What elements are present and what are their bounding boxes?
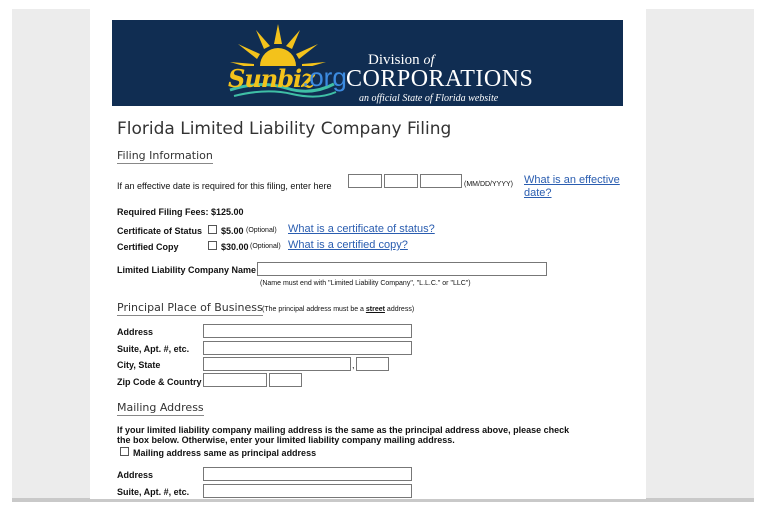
principal-note-prefix: (The principal address must be a [262,306,364,313]
left-gutter [12,9,90,499]
certified-copy-label: Certified Copy [117,242,179,252]
effective-date-month-input[interactable] [348,174,382,188]
mailing-heading: Mailing Address [117,401,204,414]
principal-address-label: Address [117,327,154,337]
mailing-suite-input[interactable] [203,484,412,498]
principal-suite-label: Suite, Apt. #, etc. [117,344,190,354]
principal-state-input[interactable] [356,357,389,371]
header-banner [112,20,623,106]
principal-country-input[interactable] [269,373,302,387]
principal-zip-country-label: Zip Code & Country [117,377,202,387]
principal-note-street: street [365,306,385,313]
mailing-same-label: Mailing address same as principal address [133,448,317,458]
mailing-suite-label: Suite, Apt. #, etc. [117,487,190,497]
effective-date-help-link-line1[interactable]: What is an effective [524,174,620,186]
principal-note-suffix: address) [386,306,415,313]
certificate-of-status-optional: (Optional) [246,227,277,234]
effective-date-year-input[interactable] [420,174,462,188]
principal-address-input[interactable] [203,324,412,338]
right-gutter [646,9,754,499]
mailing-same-checkbox[interactable] [120,447,129,456]
certified-copy-optional: (Optional) [250,243,281,250]
certified-copy-help-link[interactable]: What is a certified copy? [288,239,408,251]
llc-name-hint: (Name must end with "Limited Liability Company", "L.L.C." or "LLC") [260,280,471,287]
llc-name-input[interactable] [257,262,547,276]
certificate-of-status-price: $5.00 [221,226,244,236]
date-format-hint: (MM/DD/YYYY) [464,181,513,188]
principal-suite-input[interactable] [203,341,412,355]
logo-org-text: .org [302,62,347,92]
division-word: Division [368,52,420,68]
principal-zip-input[interactable] [203,373,267,387]
certificate-of-status-help-link[interactable]: What is a certificate of status? [288,223,435,235]
principal-heading: Principal Place of Business [117,301,263,314]
mailing-address-input[interactable] [203,467,412,481]
mailing-instructions: If your limited liability company mailing address is the same as the principal address above, please check the box below. Otherwise, enter your limited liability company mailing address. [117,425,570,445]
principal-city-state-label: City, State [117,360,161,370]
principal-city-input[interactable] [203,357,351,371]
corporations-label: CORPORATIONS [346,66,534,92]
effective-date-day-input[interactable] [384,174,418,188]
effective-date-help-link-line2[interactable]: date? [524,187,552,199]
llc-name-label: Limited Liability Company Name [117,265,257,275]
city-state-separator: , [352,360,355,370]
filing-fees-label: Required Filing Fees: $125.00 [117,207,244,217]
division-of-word: of [423,53,435,68]
certified-copy-checkbox[interactable] [208,241,217,250]
filing-page [90,9,646,499]
banner-tagline: an official State of Florida website [359,93,499,104]
page-title: Florida Limited Liability Company Filing [117,119,452,139]
logo-sunbiz-text: Sunbiz [228,64,314,93]
effective-date-label: If an effective date is required for this filing, enter here [117,181,332,191]
certificate-of-status-checkbox[interactable] [208,225,217,234]
principal-address-note [262,306,414,313]
mailing-address-label: Address [117,470,154,480]
certified-copy-price: $30.00 [221,242,249,252]
certificate-of-status-label: Certificate of Status [117,226,203,236]
filing-info-heading: Filing Information [117,149,213,162]
